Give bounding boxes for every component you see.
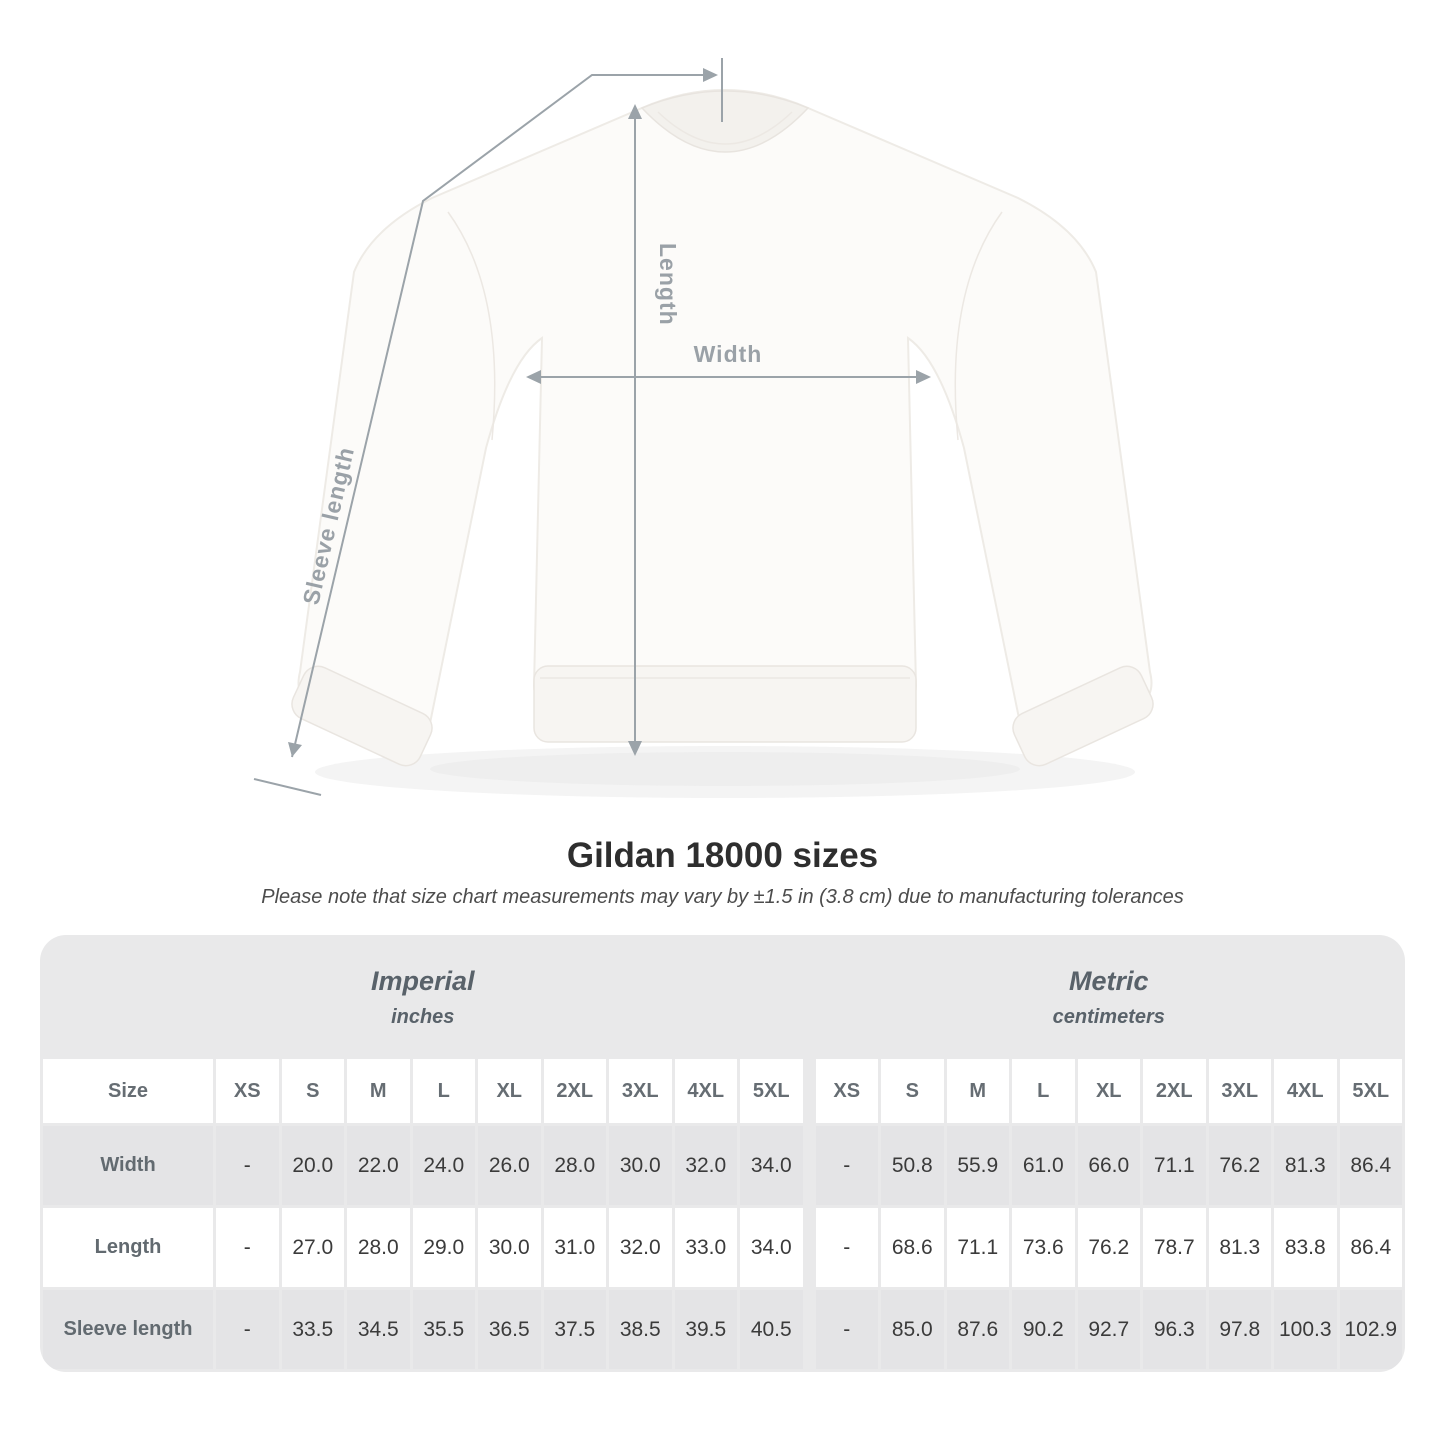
imperial-value-cell: 26.0 (478, 1126, 541, 1205)
metric-section-header (816, 938, 1403, 1056)
imperial-value-cell: 40.5 (740, 1290, 803, 1369)
size-column-header: 4XL (675, 1059, 738, 1123)
size-column-header: 2XL (544, 1059, 607, 1123)
size-column-header: L (1012, 1059, 1075, 1123)
metric-value-cell: 87.6 (947, 1290, 1010, 1369)
row-label: Sleeve length (43, 1290, 213, 1369)
imperial-value-cell: 31.0 (544, 1208, 607, 1287)
size-column-header: 4XL (1274, 1059, 1337, 1123)
metric-value-cell: 61.0 (1012, 1126, 1075, 1205)
measurement-row (43, 1208, 1402, 1287)
measurement-row (43, 1290, 1402, 1369)
metric-value-cell: 55.9 (947, 1126, 1010, 1205)
imperial-section-header (43, 938, 803, 1056)
garment-shadow-inner (430, 752, 1020, 786)
imperial-value-cell: 30.0 (478, 1208, 541, 1287)
sleeve-length-label: Sleeve length (297, 444, 360, 608)
section-gap (806, 1290, 813, 1369)
metric-value-cell: 85.0 (881, 1290, 944, 1369)
size-label: Size (43, 1059, 213, 1123)
section-gap (806, 1208, 813, 1287)
sweatshirt-illustration (299, 90, 1152, 751)
metric-value-cell: 78.7 (1143, 1208, 1206, 1287)
imperial-value-cell: 37.5 (544, 1290, 607, 1369)
imperial-value-cell: 35.5 (413, 1290, 476, 1369)
section-gap (806, 1059, 813, 1123)
imperial-title: Imperial (370, 965, 475, 996)
section-gap (806, 938, 813, 1056)
imperial-value-cell: 28.0 (347, 1208, 410, 1287)
metric-value-cell: 83.8 (1274, 1208, 1337, 1287)
imperial-value-cell: 34.5 (347, 1290, 410, 1369)
size-table (40, 935, 1405, 1372)
imperial-value-cell: 20.0 (282, 1126, 345, 1205)
size-column-header: XS (816, 1059, 879, 1123)
length-label: Length (655, 243, 681, 326)
size-column-header: XL (478, 1059, 541, 1123)
metric-value-cell: - (816, 1290, 879, 1369)
imperial-value-cell: 33.0 (675, 1208, 738, 1287)
measurement-row (43, 1126, 1402, 1205)
imperial-value-cell: 27.0 (282, 1208, 345, 1287)
metric-value-cell: 81.3 (1274, 1126, 1337, 1205)
imperial-value-cell: 24.0 (413, 1126, 476, 1205)
imperial-value-cell: - (216, 1208, 279, 1287)
imperial-value-cell: 29.0 (413, 1208, 476, 1287)
metric-value-cell: 66.0 (1078, 1126, 1141, 1205)
size-column-header: M (947, 1059, 1010, 1123)
metric-value-cell: 100.3 (1274, 1290, 1337, 1369)
unit-band-row (43, 938, 1402, 1056)
metric-title: Metric (1068, 965, 1149, 996)
size-column-header: 5XL (740, 1059, 803, 1123)
size-column-header: M (347, 1059, 410, 1123)
size-column-header: 5XL (1340, 1059, 1403, 1123)
imperial-value-cell: - (216, 1290, 279, 1369)
size-column-header: XS (216, 1059, 279, 1123)
metric-value-cell: 92.7 (1078, 1290, 1141, 1369)
metric-value-cell: 90.2 (1012, 1290, 1075, 1369)
page-title: Gildan 18000 sizes (566, 836, 879, 875)
row-label: Width (43, 1126, 213, 1205)
metric-value-cell: 86.4 (1340, 1208, 1403, 1287)
size-column-header: S (881, 1059, 944, 1123)
metric-value-cell: 50.8 (881, 1126, 944, 1205)
imperial-value-cell: 38.5 (609, 1290, 672, 1369)
size-column-header: 3XL (609, 1059, 672, 1123)
size-table-card (40, 935, 1405, 1372)
size-column-header: S (282, 1059, 345, 1123)
metric-value-cell: 71.1 (947, 1208, 1010, 1287)
metric-unit: centimeters (1052, 1005, 1165, 1028)
metric-value-cell: 68.6 (881, 1208, 944, 1287)
section-gap (806, 1126, 813, 1205)
size-column-header: 3XL (1209, 1059, 1272, 1123)
imperial-value-cell: 32.0 (609, 1208, 672, 1287)
size-column-header: XL (1078, 1059, 1141, 1123)
metric-value-cell: 102.9 (1340, 1290, 1403, 1369)
size-column-header: 2XL (1143, 1059, 1206, 1123)
metric-value-cell: 76.2 (1209, 1126, 1272, 1205)
tolerance-note: Please note that size chart measurements may vary by ±1.5 in (3.8 cm) due to manufacturing tolerances (261, 886, 1184, 908)
metric-value-cell: 97.8 (1209, 1290, 1272, 1369)
imperial-value-cell: 33.5 (282, 1290, 345, 1369)
imperial-value-cell: 22.0 (347, 1126, 410, 1205)
size-column-header: L (413, 1059, 476, 1123)
width-label: Width (693, 341, 763, 367)
metric-value-cell: 81.3 (1209, 1208, 1272, 1287)
imperial-value-cell: 39.5 (675, 1290, 738, 1369)
imperial-value-cell: - (216, 1126, 279, 1205)
imperial-value-cell: 36.5 (478, 1290, 541, 1369)
metric-value-cell: 96.3 (1143, 1290, 1206, 1369)
metric-value-cell: 76.2 (1078, 1208, 1141, 1287)
imperial-value-cell: 34.0 (740, 1208, 803, 1287)
row-label: Length (43, 1208, 213, 1287)
metric-value-cell: 73.6 (1012, 1208, 1075, 1287)
imperial-value-cell: 32.0 (675, 1126, 738, 1205)
imperial-value-cell: 34.0 (740, 1126, 803, 1205)
imperial-value-cell: 28.0 (544, 1126, 607, 1205)
metric-value-cell: - (816, 1126, 879, 1205)
metric-value-cell: - (816, 1208, 879, 1287)
metric-value-cell: 86.4 (1340, 1126, 1403, 1205)
imperial-value-cell: 30.0 (609, 1126, 672, 1205)
metric-value-cell: 71.1 (1143, 1126, 1206, 1205)
imperial-unit: inches (391, 1005, 455, 1028)
size-header-row (43, 1059, 1402, 1123)
